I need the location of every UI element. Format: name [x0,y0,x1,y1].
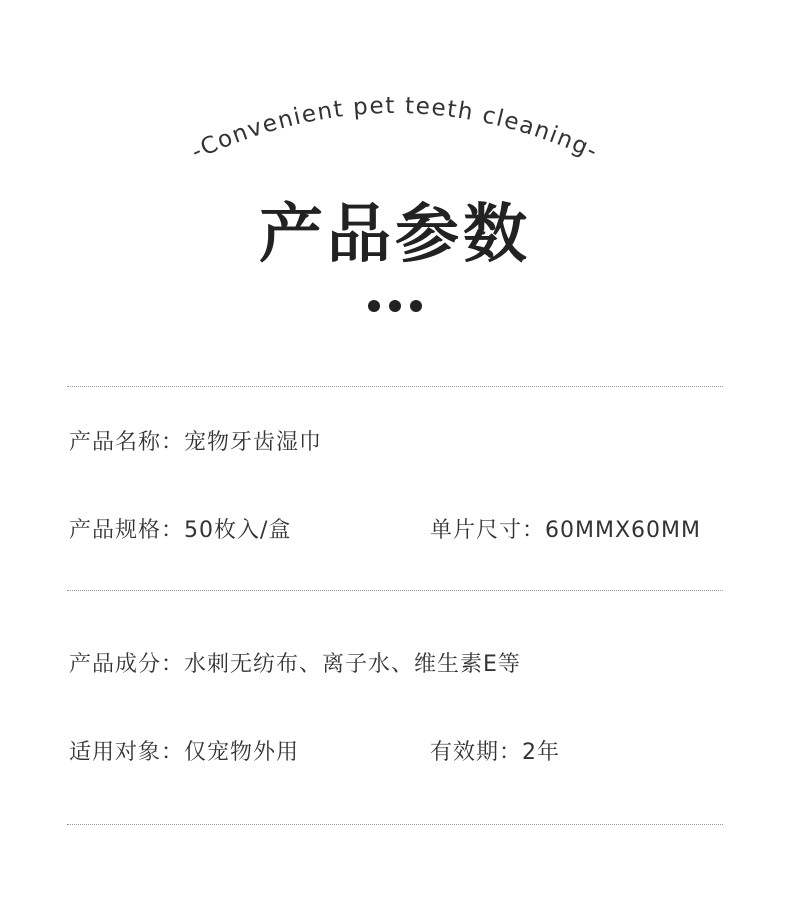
decorative-dots [0,297,790,313]
spec-label: 产品成分： [69,652,185,677]
spec-product-spec [69,516,291,546]
dot-icon [368,300,380,312]
spec-value: 50枚入/盒 [184,518,292,543]
spec-value: 水刺无纺布、离子水、维生素E等 [184,652,521,677]
arc-subtitle-text: -Convenient pet teeth cleaning- [187,92,603,166]
spec-label: 产品规格： [69,518,185,543]
spec-value: 60MMX60MM [545,518,702,543]
page-title: 产品参数 [259,198,531,272]
spec-label: 单片尺寸： [430,518,546,543]
spec-target [69,738,299,768]
spec-value: 仅宠物外用 [184,740,300,765]
dot-icon [389,300,401,312]
divider-middle [67,590,723,591]
svg-text:-Convenient pet teeth cleaning [187,93,602,165]
spec-label: 适用对象： [69,740,185,765]
arc-subtitle [0,60,790,190]
spec-product-name [69,428,322,458]
spec-piece-size [430,516,701,546]
spec-ingredients [69,650,521,680]
dot-icon [410,300,422,312]
spec-shelf-life [430,738,560,768]
spec-label: 产品名称： [69,430,185,455]
divider-bottom [67,824,723,825]
spec-value: 2年 [522,740,561,765]
spec-value: 宠物牙齿湿巾 [184,430,323,455]
divider-top [67,386,723,387]
spec-label: 有效期： [430,740,523,765]
